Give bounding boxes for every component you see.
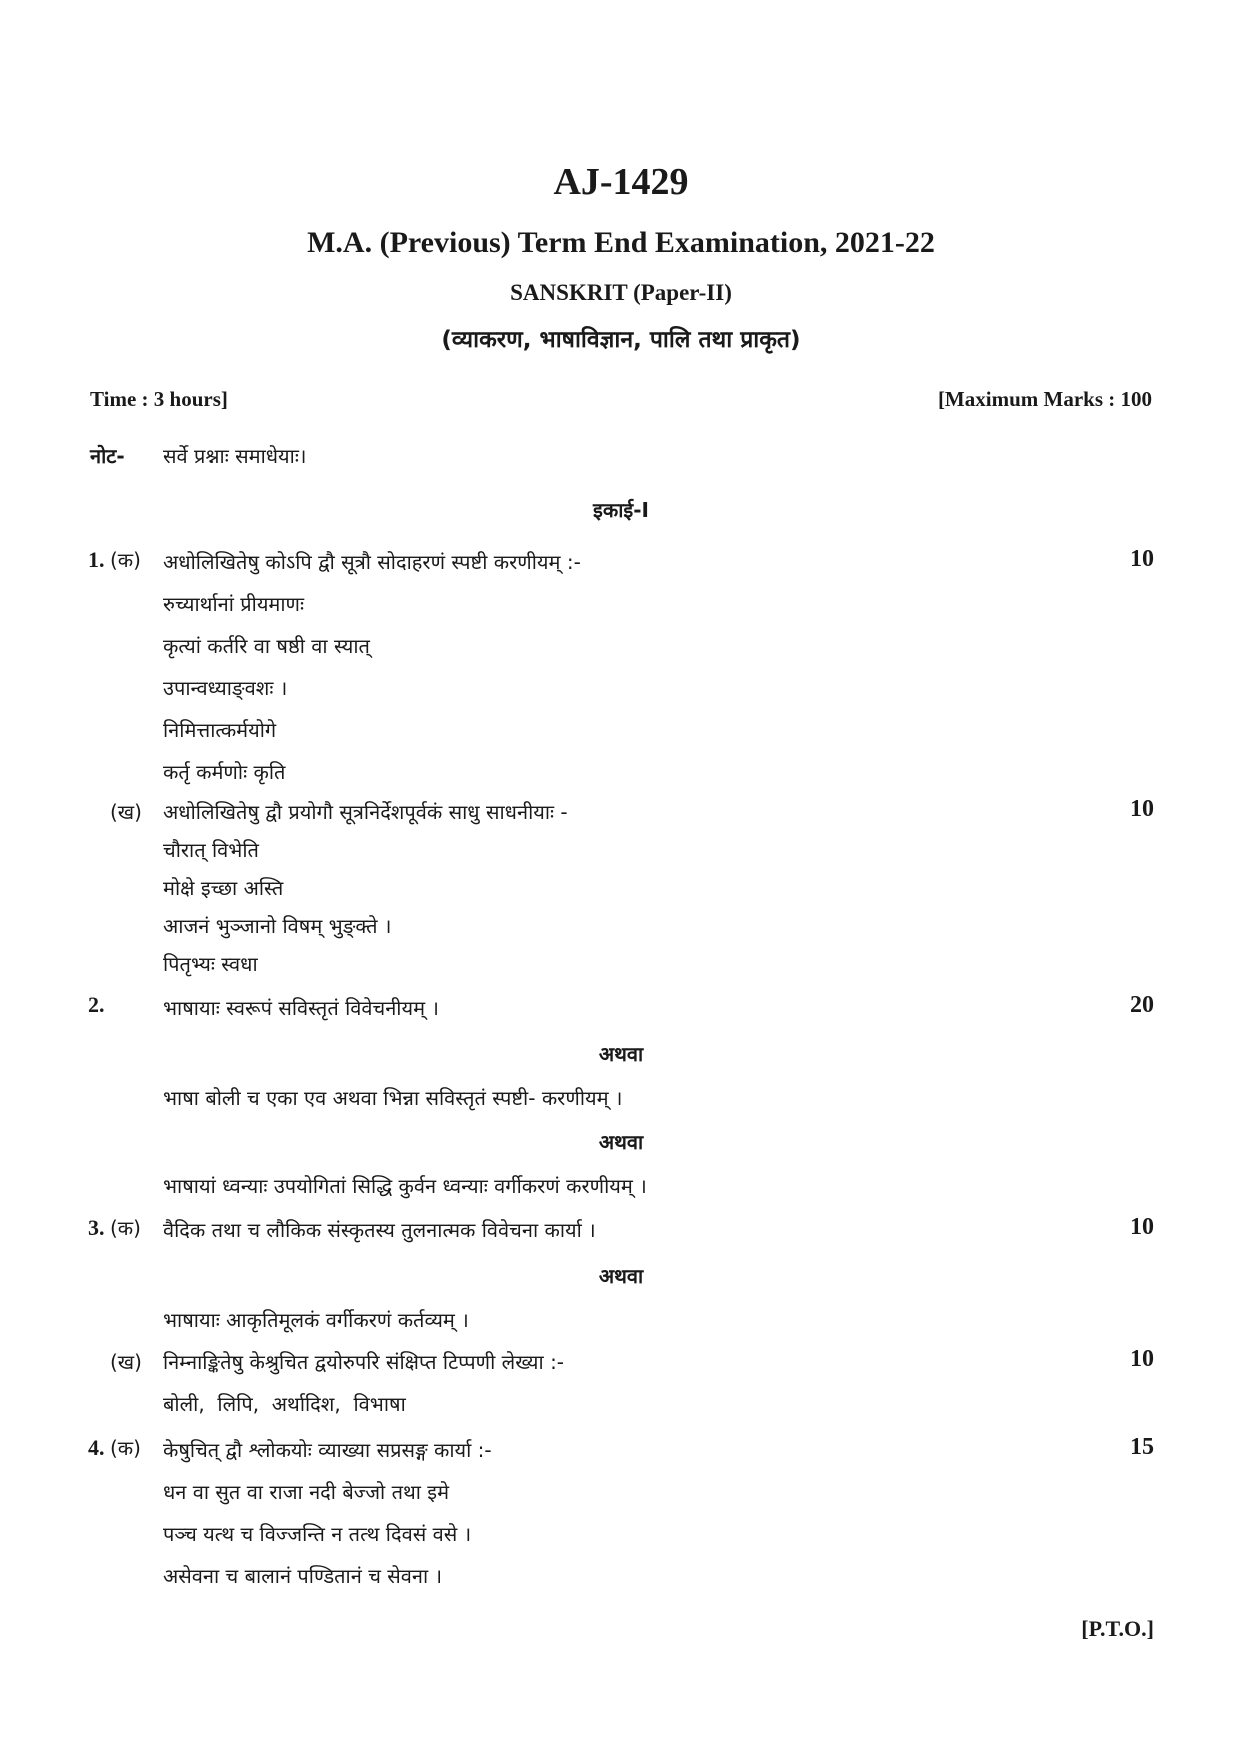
unit-heading: इकाई-I	[593, 498, 649, 522]
exam-title: M.A. (Previous) Term End Examination, 2021-22	[307, 226, 935, 259]
question-2-marks: 20	[1130, 992, 1154, 1018]
verse-line: असेवना च बालानं पण्डितानं च सेवना ।	[163, 1564, 443, 1588]
question-4a-label: (क)	[110, 1436, 141, 1460]
paper-subject: (व्याकरण, भाषाविज्ञान, पालि तथा प्राकृत)	[441, 327, 801, 353]
question-2-alt-1: भाषा बोली च एका एव अथवा भिन्ना सविस्तृतं स्पष्टी- करणीयम् ।	[163, 1086, 623, 1110]
verse-line: धन वा सुत वा राजा नदी बेज्जो तथा इमे	[163, 1480, 450, 1504]
or-heading: अथवा	[598, 1042, 644, 1066]
question-3a-text: वैदिक तथा च लौकिक संस्कृतस्य तुलनात्मक विवेचना कार्या ।	[163, 1218, 596, 1242]
question-1a-label: (क)	[110, 548, 141, 572]
question-3-number	[88, 1214, 141, 1241]
list-item: आजनं भुञ्जानो विषम् भुङ्क्ते ।	[163, 914, 392, 938]
question-1-number	[88, 546, 141, 573]
question-3a-alt: भाषायाः आकृतिमूलकं वर्गीकरणं कर्तव्यम् ।	[163, 1308, 469, 1332]
list-item: मोक्षे इच्छा अस्ति	[163, 876, 284, 900]
question-3b-marks: 10	[1130, 1346, 1154, 1372]
question-3b-items: बोली, लिपि, अर्थादिश, विभाषा	[163, 1392, 406, 1416]
question-4-number	[88, 1434, 141, 1461]
question-2-alt-2: भाषायां ध्वन्याः उपयोगितां सिद्धि कुर्वन ध्वन्याः वर्गीकरणं करणीयम् ।	[163, 1174, 647, 1198]
question-3a-marks: 10	[1130, 1214, 1154, 1240]
maximum-marks: [Maximum Marks : 100	[937, 387, 1152, 411]
question-1b-marks: 10	[1130, 796, 1154, 822]
list-item: पितृभ्यः स्वधा	[163, 952, 258, 976]
or-heading: अथवा	[598, 1130, 644, 1154]
question-1b-label: (ख)	[110, 800, 142, 824]
question-4-num: 4.	[88, 1435, 105, 1460]
question-3-num: 3.	[88, 1215, 105, 1240]
question-3b-label: (ख)	[110, 1350, 142, 1374]
question-1a-marks: 10	[1130, 546, 1154, 572]
question-4a-marks: 15	[1130, 1434, 1154, 1460]
question-1a-text: अधोलिखितेषु कोऽपि द्वौ सूत्रौ सोदाहरणं स्पष्टी करणीयम् :-	[163, 550, 581, 574]
question-3a-label: (क)	[110, 1216, 141, 1240]
question-1-num: 1.	[88, 547, 105, 572]
paper-code: AJ-1429	[553, 161, 689, 203]
list-item: निमित्तात्कर्मयोगे	[163, 718, 277, 742]
list-item: कृत्यां कर्तरि वा षष्ठी वा स्यात्	[163, 634, 370, 658]
list-item: कर्तृ कर्मणोः कृति	[163, 760, 286, 784]
time-allowed: Time : 3 hours]	[90, 387, 228, 411]
paper-name: SANSKRIT (Paper-II)	[510, 280, 732, 305]
note-label: नोट-	[90, 444, 125, 468]
question-1b-text: अधोलिखितेषु द्वौ प्रयोगौ सूत्रनिर्देशपूर्वकं साधु साधनीयाः -	[163, 800, 568, 824]
list-item: उपान्वध्याङ्वशः ।	[163, 676, 288, 700]
or-heading: अथवा	[598, 1264, 644, 1288]
question-2-text: भाषायाः स्वरूपं सविस्तृतं विवेचनीयम् ।	[163, 996, 439, 1020]
list-item: चौरात् विभेति	[163, 838, 259, 862]
verse-line: पञ्च यत्थ च विज्जन्ति न तत्थ दिवसं वसे ।	[163, 1522, 472, 1546]
pto-marker: [P.T.O.]	[1081, 1616, 1154, 1641]
question-2-number: 2.	[88, 992, 105, 1017]
list-item: रुच्यार्थानां प्रीयमाणः	[163, 592, 305, 616]
question-3b-text: निम्नाङ्कितेषु केश्रुचित द्वयोरुपरि संक्षिप्त टिप्पणी लेख्या :-	[163, 1350, 565, 1374]
note-text: सर्वे प्रश्नाः समाधेयाः।	[163, 444, 307, 468]
question-4a-text: केषुचित् द्वौ श्लोकयोः व्याख्या सप्रसङ्ग कार्या :-	[163, 1438, 492, 1462]
